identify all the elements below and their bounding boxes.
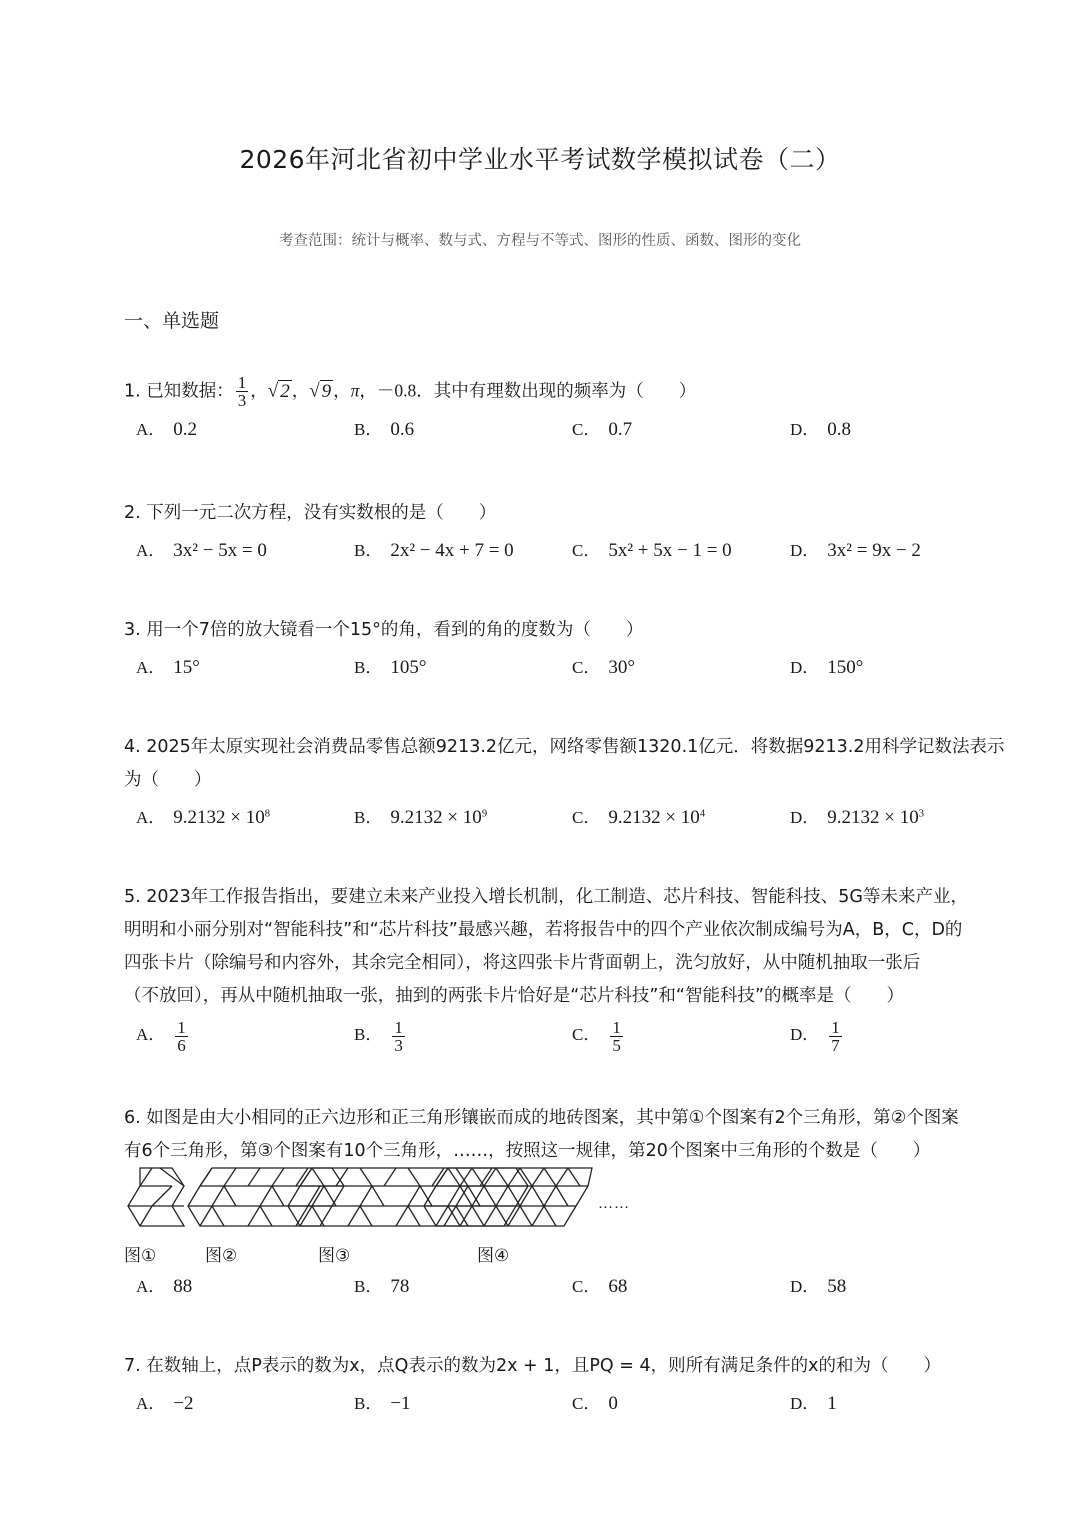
options-row [124,653,1004,687]
question-2 [124,497,1004,570]
option-label: A． [136,808,166,827]
option-value: 68 [608,1276,628,1297]
exam-title: 2026年河北省初中学业水平考试数学模拟试卷（二） [239,145,841,174]
option-label: B． [354,658,383,677]
option-value: 2x² − 4x + 7 = 0 [390,540,514,561]
fraction-numerator: 1 [394,1018,403,1037]
stem-line: 为（ ） [124,770,212,790]
option-value: 0 [608,1393,618,1414]
option-c[interactable] [572,653,635,679]
options-row [124,1389,1004,1423]
option-label: A． [136,541,166,560]
option-b[interactable] [354,536,514,562]
question-7 [124,1350,1004,1423]
question-5-stem [124,881,1004,1013]
question-4 [124,731,1004,837]
option-label: C． [572,1025,601,1045]
fraction [829,1019,842,1054]
question-5 [124,881,1004,1063]
fraction-denominator: 3 [237,391,247,410]
option-label: C． [572,808,601,827]
separator: ， [250,381,268,402]
option-label: B． [354,1025,383,1045]
fraction-numerator: 1 [177,1018,186,1037]
option-label: D． [790,808,820,827]
option-value: 58 [827,1276,847,1297]
option-label: B． [354,808,383,827]
option-label: B． [354,1277,383,1296]
fraction [175,1019,188,1054]
exam-scope: 考查范围：统计与概率、数与式、方程与不等式、图形的性质、函数、图形的变化 [279,233,801,249]
section-heading: 一、单选题 [124,310,220,332]
option-label: B． [354,420,383,439]
option-d[interactable] [790,1019,844,1054]
stem-line: 明明和小丽分别对“智能科技”和“芯片科技”最感兴趣，若将报告中的四个产业依次制成编号为A，B，C，D的 [124,920,963,940]
negative-number: －0.8 [376,380,417,401]
question-6 [124,1102,1004,1168]
option-b[interactable] [354,1019,407,1054]
option-value: 0.2 [173,419,198,440]
option-value: 1 [827,1393,837,1414]
exponent: 3 [918,808,925,820]
option-value: 9.2132 × 10 [827,807,919,828]
option-label: A． [136,420,166,439]
option-value: 78 [390,1276,410,1297]
option-c[interactable] [572,1019,625,1054]
option-label: C． [572,541,601,560]
option-label: A． [136,1277,166,1296]
separator: ， [359,381,377,402]
option-label: A． [136,1025,166,1045]
option-value: −1 [390,1393,411,1414]
question-7-stem: 7. 在数轴上，点P表示的数为x，点Q表示的数为2x + 1，且PQ = 4，则所有满足条件的x的和为（ ） [124,1356,941,1376]
option-a[interactable] [136,653,200,679]
option-d[interactable] [790,1389,837,1415]
option-d[interactable] [790,536,921,562]
option-value: 0.7 [608,419,633,440]
exponent: 9 [481,808,488,820]
option-value: 30° [608,657,635,678]
option-label: A． [136,1394,166,1413]
option-value: 0.8 [827,419,852,440]
exponent: 4 [699,808,706,820]
option-value: 9.2132 × 10 [390,807,482,828]
option-d[interactable] [790,415,851,441]
option-label: A． [136,658,166,677]
option-b[interactable] [354,803,487,829]
separator: ， [333,381,351,402]
figure-caption-3: 图③ [318,1246,351,1266]
option-d[interactable] [790,803,924,829]
option-label: D． [790,420,820,439]
tile-figure-2 [188,1168,344,1226]
figure-caption-1: 图① [124,1246,157,1266]
option-label: D． [790,541,820,560]
options-row [124,536,1004,570]
figure-caption-2: 图② [205,1246,238,1266]
option-value: 15° [173,657,200,678]
fraction-numerator: 1 [237,373,247,392]
fraction [392,1019,405,1054]
fraction-denominator: 5 [612,1036,621,1055]
option-label: D． [790,1394,820,1413]
option-label: C． [572,420,601,439]
stem-line: 有6个三角形，第③个图案有10个三角形，……，按照这一规律，第20个图案中三角形的个数是（ ） [124,1141,931,1161]
radicand: 2 [280,380,290,402]
option-value: 105° [390,657,427,678]
question-6-stem [124,1102,1004,1168]
option-c[interactable] [572,803,705,829]
figure-caption-4: 图④ [477,1246,510,1266]
tile-figure-1 [128,1168,184,1226]
option-label: D． [790,658,820,677]
option-label: C． [572,1277,601,1296]
stem-line: 6. 如图是由大小相同的正六边形和正三角形镶嵌而成的地砖图案，其中第①个图案有2个三角形，第②个图案 [124,1108,959,1128]
option-a[interactable] [136,1019,190,1054]
option-value: 9.2132 × 10 [173,807,265,828]
option-c[interactable] [572,536,732,562]
radicand: 9 [321,380,332,402]
option-value: 0.6 [390,419,415,440]
option-value: 150° [827,657,864,678]
question-6-options [124,1272,1004,1306]
sqrt-expression: √ 2 [267,380,290,402]
exponent: 8 [264,808,271,820]
option-value: 3x² = 9x − 2 [827,540,921,561]
option-b[interactable] [354,1389,411,1415]
question-2-stem: 2. 下列一元二次方程，没有实数根的是（ ） [124,503,497,523]
option-value: 5x² + 5x − 1 = 0 [608,540,732,561]
stem-text: ．其中有理数出现的频率为（ ） [416,381,697,402]
option-label: B． [354,541,383,560]
fraction-denominator: 7 [831,1036,840,1055]
fraction [610,1019,623,1054]
option-d[interactable] [790,1272,846,1298]
stem-line: 5. 2023年工作报告指出，要建立未来产业投入增长机制，化工制造、芯片科技、智能科技、5G等未来产业， [124,887,968,907]
stem-line: 四张卡片（除编号和内容外，其余完全相同），将这四张卡片背面朝上，洗匀放好，从中随机抽取一张后 [124,953,921,973]
option-b[interactable] [354,1272,409,1298]
option-label: D． [790,1025,820,1045]
option-a[interactable] [136,536,267,562]
option-label: C． [572,1394,601,1413]
option-a[interactable] [136,803,270,829]
option-label: B． [354,1394,383,1413]
option-d[interactable] [790,653,863,679]
fraction-denominator: 6 [177,1036,186,1055]
tile-figure-3 [288,1168,528,1226]
options-row [124,1019,1004,1063]
sqrt-expression: √ 9 [309,380,332,402]
options-row [124,1272,1004,1306]
stem-line: （不放回），再从中随机抽取一张，抽到的两张卡片恰好是“芯片科技”和“智能科技”的概率是（ ） [124,986,905,1006]
option-a[interactable] [136,1272,192,1298]
option-b[interactable] [354,653,426,679]
option-label: D． [790,1277,820,1296]
stem-line: 4. 2025年太原实现社会消费品零售总额9213.2亿元，网络零售额1320.1亿元．将数据9213.2用科学记数法表示 [124,737,1005,757]
option-a[interactable] [136,415,197,441]
fraction-numerator: 1 [612,1018,621,1037]
fraction-numerator: 1 [831,1018,840,1037]
option-c[interactable] [572,1272,627,1298]
option-value: −2 [173,1393,194,1414]
option-value: 3x² − 5x = 0 [173,540,267,561]
question-4-stem [124,731,1004,797]
options-row [124,415,1004,449]
options-row [124,803,1004,837]
pattern-ellipsis: …… [598,1196,630,1212]
option-c[interactable] [572,1389,618,1415]
fraction [236,374,249,409]
fraction-denominator: 3 [394,1036,403,1055]
option-value: 88 [173,1276,193,1297]
question-3-stem: 3. 用一个7倍的放大镜看一个15°的角，看到的角的度数为（ ） [124,620,644,640]
option-b[interactable] [354,415,414,441]
question-3 [124,614,1004,687]
pi-symbol: π [350,380,360,401]
option-value: 9.2132 × 10 [608,807,700,828]
question-1 [124,374,1004,449]
question-1-stem [124,374,1004,409]
separator: ， [291,381,310,402]
option-c[interactable] [572,415,632,441]
option-a[interactable] [136,1389,194,1415]
stem-text: 1. 已知数据： [124,381,234,402]
option-label: C． [572,658,601,677]
